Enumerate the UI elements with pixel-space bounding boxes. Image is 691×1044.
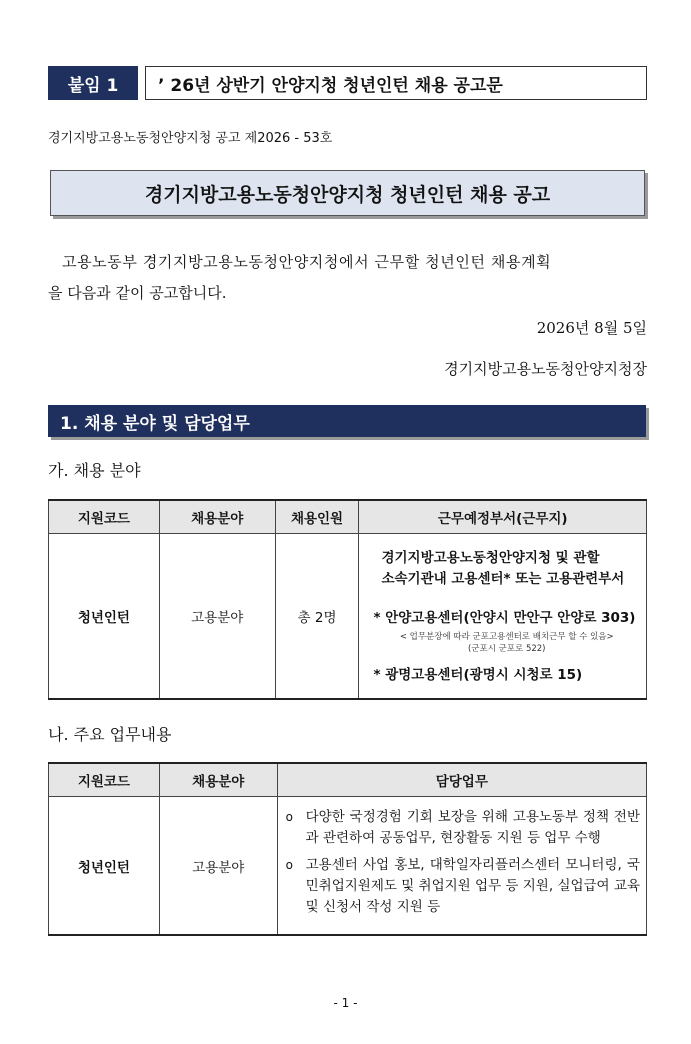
table-row [49,534,647,700]
support-code-cell: 청년인턴 [49,534,160,700]
intro-line-1: 고용노동부 경기지방고용노동청안양지청에서 근무할 청년인턴 채용계획 [62,253,552,271]
center-2: * 광명고용센터(광명시 시청로 15) [373,667,583,683]
table-header-row [49,500,647,534]
page-number: - 1 - [333,996,358,1010]
department-cell [359,534,647,700]
duties-cell [277,797,646,936]
field-cell: 고용분야 [159,797,277,936]
intro-paragraph [48,247,648,309]
subheading-main-duties: 나. 주요 업무내용 [48,725,172,744]
table-header-cell: 채용분야 [159,500,275,534]
recruitment-field-table [48,499,647,700]
duty-text: 다양한 국정경험 기회 보장을 위해 고용노동부 정책 전반과 관련하여 공동업무, 현장활동 지원 등 업무 수행 [305,809,640,846]
duty-item [286,807,640,849]
dept-line-2: 소속기관내 고용센터* 또는 고용관련부서 [381,571,625,587]
table-header-cell: 지원코드 [49,500,160,534]
signer: 경기지방고용노동청안양지청장 [444,360,647,378]
table-header-cell: 채용인원 [275,500,359,534]
bullet-icon: o [285,858,293,872]
table-row [49,797,647,936]
table-header-cell: 담당업무 [277,763,646,797]
intro-line-2: 을 다음과 같이 공고합니다. [48,284,227,302]
duty-item [286,855,640,918]
attachment-title: ’ 26년 상반기 안양지청 청년인턴 채용 공고문 [145,66,647,100]
center-1-note-address: (군포시 군포로 522) [467,644,546,654]
section-1-header: 1. 채용 분야 및 담당업무 [48,405,646,437]
table-header-cell: 채용분야 [159,763,277,797]
table-header-cell: 근무예정부서(근무지) [359,500,647,534]
notice-number: 경기지방고용노동청안양지청 공고 제2026 - 53호 [48,131,333,146]
field-cell: 고용분야 [159,534,275,700]
notice-date: 2026년 8월 5일 [536,319,647,337]
bullet-icon: o [285,810,293,824]
center-1: * 안양고용센터(안양시 만안구 안양로 303) [373,610,636,626]
document-title: 경기지방고용노동청안양지청 청년인턴 채용 공고 [50,170,645,216]
headcount-cell: 총 2명 [275,534,359,700]
subheading-recruitment-field: 가. 채용 분야 [48,461,141,480]
center-1-note: < 업무분장에 따라 군포고용센터로 배치근무 할 수 있음> [399,632,614,642]
attachment-badge: 붙임 1 [48,66,138,100]
main-duties-table [48,762,647,936]
dept-line-1: 경기지방고용노동청안양지청 및 관할 [381,550,600,566]
duty-text: 고용센터 사업 홍보, 대학일자리플러스센터 모니터링, 국민취업지원제도 및 취업지원 업무 등 지원, 실업급여 교육 및 신청서 작성 지원 등 [305,857,640,915]
table-header-cell: 지원코드 [49,763,160,797]
table-header-row [49,763,647,797]
support-code-cell: 청년인턴 [49,797,160,936]
